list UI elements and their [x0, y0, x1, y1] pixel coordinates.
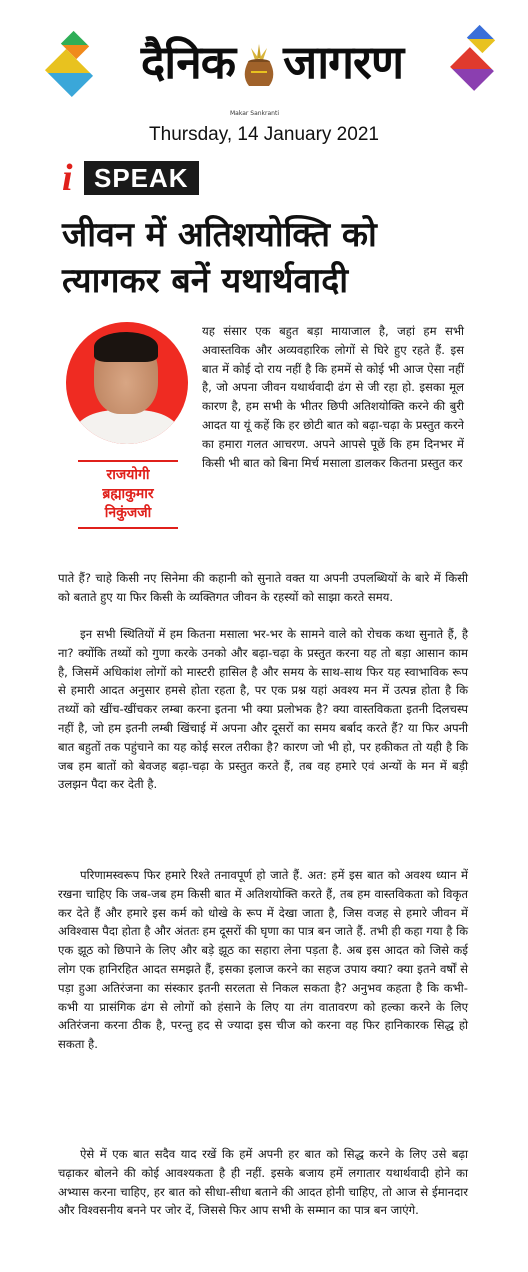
article-paragraph-3: परिणामस्वरूप फिर हमारे रिश्ते तनावपूर्ण हो जाते हैं. अत: हमें इस बात को अवश्य ध्यान में रखना चाहिए कि जब-जब हम किसी बात में अतिशयोक्ति करते हैं, तब हम वास्तविकता को विकृत कर देते हैं और हमारे इस कर्म को धोखे के रूप में देखा जाता है, जिस वजह से हमारे जीवन में अविश्वास पैदा होता है और अंततः हम दूसरों की घृणा का पात्र बन जाते हैं. तभी ही कहा गया है कि एक झूठ को छिपाने के लिए और बड़े झूठ का सहारा लेना पड़ता है. अब इस आदत को जिसे कई लोग एक हानिरहित आदत समझते हैं, इसका इलाज करने का सहज उपाय क्या? क्या इतने वर्षों से पड़ा हुआ अतिरंजना का संस्कार इतनी सरलता से निकल सकता है? अनुभव कहता है कि कभी-कभी या प्रासंगिक ढंग से लोगों को हंसाने के लिए या तंग वातावरण को हल्का करने के लिए अतिरंजना करना ठीक है, परन्तु हद से ज्यादा इस चीज को करना वह फिर हानिकारक सिद्ध हो सकता है. [58, 868, 468, 1052]
article-paragraph-4: ऐसे में एक बात सदैव याद रखें कि हमें अपनी हर बात को सिद्ध करने के लिए उसे बढ़ा चढ़ाकर बोलने की कोई आवश्यकता है ही नहीं. इसके बजाय हमें लगातार यथार्थवादी होने का अभ्यास करना चाहिए, हर बात को सीधा-सीधा बताने की आदत होनी चाहिए, तो आज से ईमानदार और विश्वसनीय बनने पर जोर दें, जिससे फिर आप सभी के सम्मान का पात्र बन जाएंगे. [58, 1147, 468, 1218]
column-tag-label: SPEAK [84, 161, 199, 195]
author-line-3: निकुंजजी [104, 505, 152, 521]
article-paragraph-1a: यह संसार एक बहुत बड़ा मायाजाल है, जहां हम सभी अवास्तविक और अव्यवहारिक लोगों से घिरे हुए रहते हैं. इस बात में कोई दो राय नहीं है कि हममें से कोई भी आज ऐसा नहीं है, जो अपना जीवन यथार्थवादी ढंग से जी रहा हो. इसका मूल कारण है, हम सभी के भीतर छिपी अतिशयोक्ति करने की बुरी आदत या यूं कहें कि हर छोटी बात को बढ़ा-चढ़ा के प्रस्तुत करने का हमारा गलत आचरण. अपने आपसे पूछें कि हम दिनभर में किसी भी बात को बिना मिर्च मसाला डालकर कितना प्रस्तुत कर [202, 324, 464, 470]
author-line-2: ब्रह्माकुमार [102, 486, 154, 502]
issue-date: Thursday, 14 January 2021 [149, 124, 379, 145]
author-line-1: राजयोगी [106, 467, 150, 483]
article-paragraph-1b: पाते हैं? चाहे किसी नए सिनेमा की कहानी को सुनाते वक्त या अपनी उपलब्धियों के बारे में किसी को बताते हुए या फिर किसी के व्यक्तिगत जीवन के रहस्यों को साझा करते समय. [58, 571, 468, 604]
author-photo [66, 322, 188, 444]
column-tag-i: i [62, 157, 73, 199]
column-tag [62, 157, 199, 199]
article-headline: जीवन में अतिशयोक्ति को त्यागकर बनें यथार्थवादी [62, 215, 377, 301]
masthead [0, 0, 528, 120]
logo-left: दैनिक [140, 35, 236, 89]
logo-right: जागरण [283, 35, 404, 89]
author-divider [78, 460, 178, 462]
newspaper-logo [82, 34, 462, 90]
logo-caption: Makar Sankranti [230, 110, 280, 117]
article-paragraph-2: इन सभी स्थितियों में हम कितना मसाला भर-भर के सामने वाले को रोचक कथा सुनाते हैं, है ना? क्योंकि तथ्यों को गुणा करके उनको और बढ़ा-चढ़ा के प्रस्तुत करना यह तो बड़ा आसान काम है, जिसमें अधिकांश लोगों को मास्टरी हासिल है और समय के साथ-साथ फिर यह स्वाभाविक रूप से हमारी आदत अनुसार हमसे होता रहता है, पर एक प्रश्न यहां अवश्य मन में उत्पन्न होता है कि तथ्यों को खींच-खींचकर लम्बा करना इतना भी क्या प्रलोभक है? क्या वास्तविकता इतनी दिलचस्प नहीं है, जो हम इतनी लम्बी खिंचाई में अपना और दूसरों का समय बर्बाद करते हैं? या फिर अपनी बात बहुतों तक पहुंचाने का यह कोई सरल तरीका है? कारण जो भी हो, पर हकीकत तो यही है कि जब हम बातों को बेवजह बढ़ा-चढ़ा के प्रस्तुत करते हैं, तब वह हमारे एवं अन्यों के मन में बड़ी उलझन पैदा कर देती है. [58, 627, 468, 792]
pot-icon [237, 42, 281, 90]
author-name [72, 466, 184, 523]
author-divider [78, 527, 178, 529]
